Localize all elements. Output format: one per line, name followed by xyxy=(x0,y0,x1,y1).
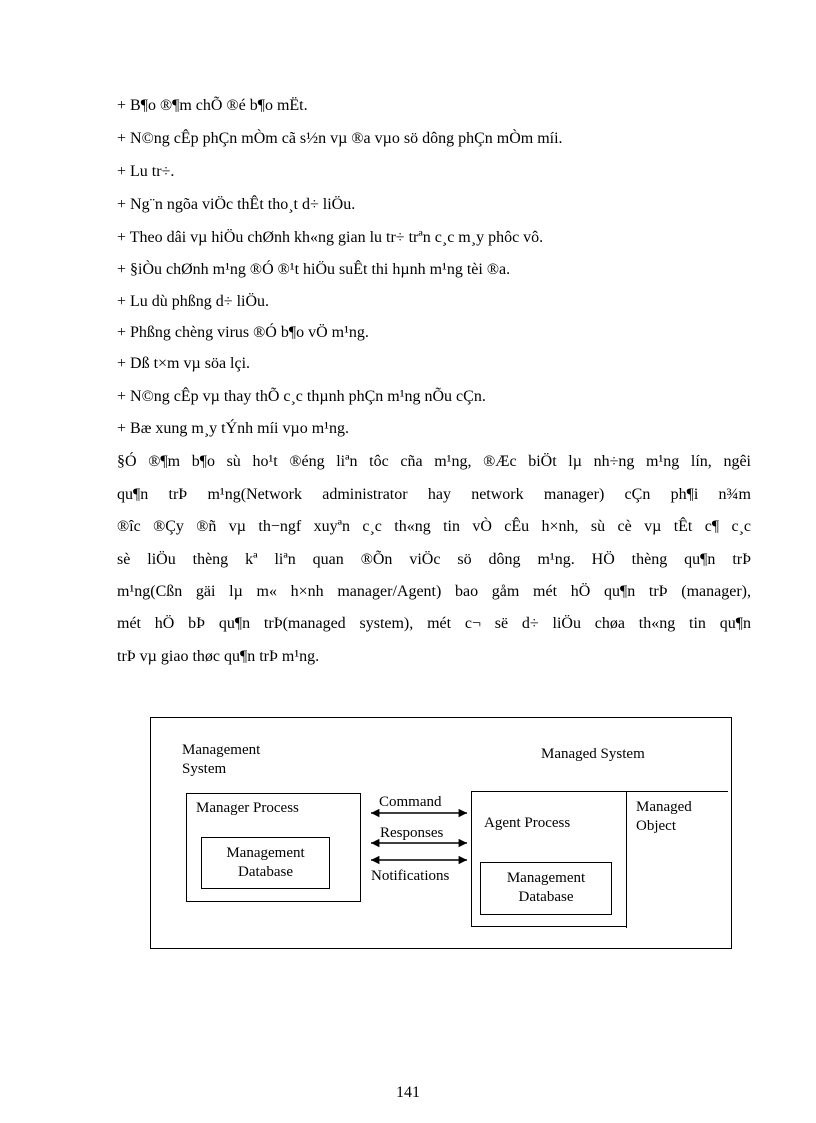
management-database-label-right: Management Database xyxy=(506,870,586,905)
managed-system-label: Managed System xyxy=(541,746,645,762)
bullet-line: + Dß t×m vµ söa lçi. xyxy=(117,355,251,372)
management-database-box-right xyxy=(480,862,612,915)
bullet-line: + N©ng cÊp phÇn mÒm cã s½n vµ ®a vµo sö dông phÇn mÒm míi. xyxy=(117,130,563,147)
manager-process-box xyxy=(186,793,361,902)
management-diagram xyxy=(150,717,732,949)
managed-object-label: Managed Object xyxy=(636,799,692,834)
paragraph-line: sè liÖu thèng kª liªn quan ®Õn viÖc sö dông m¹ng. HÖ thèng qu¶n trÞ xyxy=(117,551,751,568)
command-label: Command xyxy=(379,794,442,810)
bullet-line: + §iÒu chØnh m¹ng ®Ó ®¹t hiÖu suÊt thi hµnh m¹ng tèi ®a. xyxy=(117,261,511,278)
bullet-line: + Lu tr÷. xyxy=(117,163,175,180)
responses-label: Responses xyxy=(380,825,444,841)
paragraph-line: mét hÖ bÞ qu¶n trÞ(managed system), mét c¬ së d÷ liÖu chøa th«ng tin qu¶n xyxy=(117,615,751,632)
paragraph-line: §Ó ®¶m b¶o sù ho¹t ®éng liªn tôc cña m¹ng, ®Æc biÖt lµ nh÷ng m¹ng lín, ngêi xyxy=(117,453,751,470)
management-database-box-left xyxy=(201,837,330,889)
notifications-label: Notifications xyxy=(371,868,450,884)
bullet-line: + Bæ xung m¸y tÝnh míi vµo m¹ng. xyxy=(117,420,349,437)
paragraph-line: qu¶n trÞ m¹ng(Network administrator hay network manager) cÇn ph¶i n¾m xyxy=(117,486,751,503)
management-system-label: Management System xyxy=(182,742,261,777)
paragraph-line: m¹ng(Cßn gäi lµ m« h×nh manager/Agent) bao gåm mét hÖ qu¶n trÞ (manager), xyxy=(117,583,751,600)
bullet-line: + Theo dâi vµ hiÖu chØnh kh«ng gian lu tr÷ trªn c¸c m¸y phôc vô. xyxy=(117,229,544,246)
bullet-line: + Ng¨n ngõa viÖc thÊt tho¸t d÷ liÖu. xyxy=(117,196,356,213)
management-database-label-left: Management Database xyxy=(226,845,305,880)
manager-process-label: Manager Process xyxy=(196,800,299,816)
page-number: 141 xyxy=(396,1084,420,1101)
paragraph-line: ®îc ®Çy ®ñ vµ th−ngf xuyªn c¸c th«ng tin vÒ cÊu h×nh, sù cè vµ tÊt c¶ c¸c xyxy=(117,518,751,535)
paragraph-line: trÞ vµ giao thøc qu¶n trÞ m¹ng. xyxy=(117,648,320,665)
bullet-line: + Phßng chèng virus ®Ó b¶o vÖ m¹ng. xyxy=(117,324,369,341)
bullet-line: + B¶o ®¶m chÕ ®é b¶o mËt. xyxy=(117,97,308,114)
bullet-line: + Lu dù phßng d÷ liÖu. xyxy=(117,293,270,310)
managed-system-box xyxy=(471,791,728,927)
agent-process-label: Agent Process xyxy=(484,815,571,831)
managed-object-box xyxy=(626,792,729,928)
bullet-line: + N©ng cÊp vµ thay thÕ c¸c thµnh phÇn m¹ng nÕu cÇn. xyxy=(117,388,486,405)
